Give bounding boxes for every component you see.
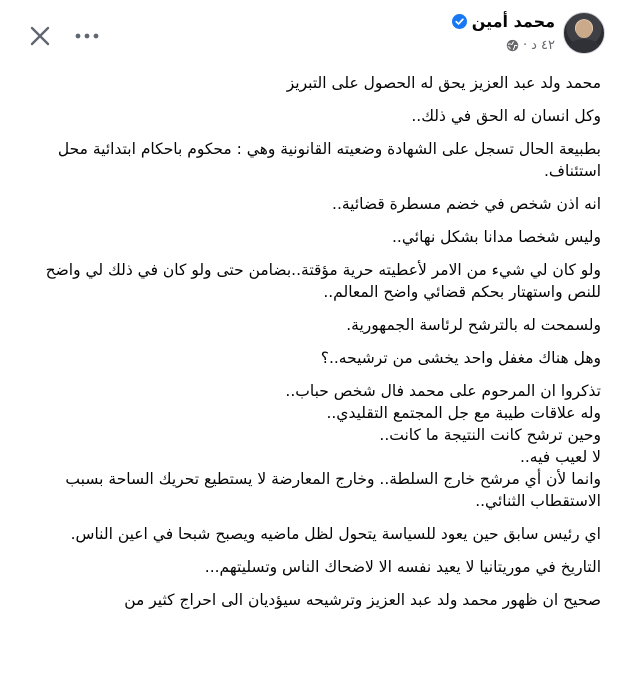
post-paragraph: تذكروا ان المرحوم على محمد فال شخص حباب.. وله علاقات طيبة مع جل المجتمع التقليدي.. وحين ترشح كانت النتيجة ما كانت.. لا لعيب فيه.. وانما لأن أي مرشح خارج السلطة.. وخارج المعارضة لا يستطيع تحريك الساحة بسبب الاستقطاب الثنائي.. <box>65 382 601 510</box>
post-timestamp[interactable]: ٤٢ د <box>531 38 555 53</box>
post-paragraph: انه اذن شخص في خضم مسطرة قضائية.. <box>332 195 601 213</box>
post-paragraph: وليس شخصا مدانا بشكل نهائي.. <box>391 228 601 246</box>
post-header <box>0 0 619 70</box>
author-avatar[interactable] <box>563 12 605 54</box>
post-paragraph: بطبيعة الحال تسجل على الشهادة وضعيته القانونية وهي : محكوم باحكام ابتدائية محل استئناف. <box>57 140 601 180</box>
globe-icon[interactable] <box>506 39 519 52</box>
post-paragraph: اي رئيس سابق حين يعود للسياسة يتحول لظل ماضيه ويصبح شبحا في اعين الناس. <box>70 525 601 543</box>
avatar-face <box>576 20 592 38</box>
avatar-shoulders <box>568 39 600 54</box>
verified-badge-icon <box>452 14 467 29</box>
post-paragraph: محمد ولد عبد العزيز يحق له الحصول على التبريز <box>286 74 601 92</box>
author-name-row <box>452 12 555 31</box>
post-paragraph: ولسمحت له بالترشح لرئاسة الجمهورية. <box>346 316 601 334</box>
post-paragraph: التاريخ في موريتانيا لا يعيد نفسه الا لاضحاك الناس وتسليتهم... <box>204 558 601 576</box>
post-paragraph: صحيح ان ظهور محمد ولد عبد العزيز وترشيحه سيؤديان الى احراج كثير من <box>124 591 601 609</box>
more-options-icon[interactable] <box>70 22 104 50</box>
meta-separator: · <box>522 38 528 53</box>
author-name[interactable]: محمد أمين <box>471 12 555 31</box>
post-meta-row <box>506 38 555 53</box>
close-icon[interactable] <box>26 22 54 50</box>
post-body <box>12 72 601 622</box>
post-paragraph: وهل هناك مغفل واحد يخشى من ترشيحه..؟ <box>320 349 601 367</box>
post-paragraph: وكل انسان له الحق في ذلك.. <box>411 107 601 125</box>
post-paragraph: ولو كان لي شيء من الامر لأعطيته حرية مؤقتة..بضامن حتى ولو كان في ذلك لي واضح للنص واستهتار بحكم قضائي واضح المعالم.. <box>45 261 601 301</box>
